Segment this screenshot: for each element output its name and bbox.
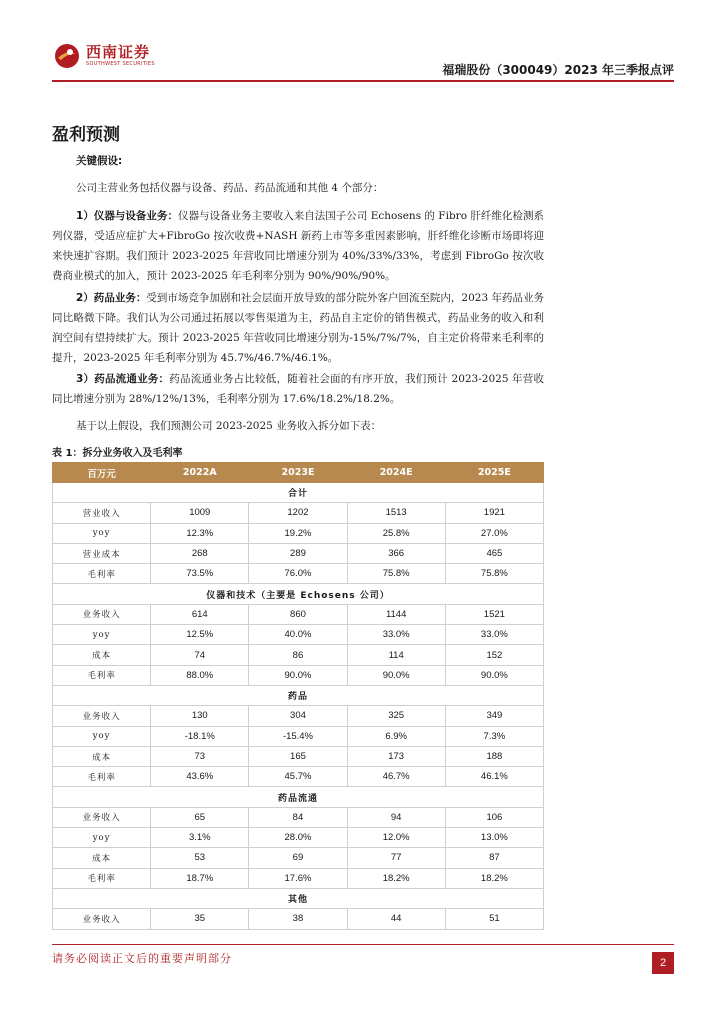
table-row: [53, 909, 544, 929]
value-cell: 106: [445, 807, 543, 827]
header-cell: 百万元: [53, 463, 151, 483]
table-row: [53, 706, 544, 726]
value-cell: 46.7%: [347, 767, 445, 787]
value-cell: 73.5%: [151, 564, 249, 584]
value-cell: 86: [249, 645, 347, 665]
value-cell: 43.6%: [151, 767, 249, 787]
value-cell: 130: [151, 706, 249, 726]
value-cell: 614: [151, 604, 249, 624]
value-cell: 1513: [347, 503, 445, 523]
section-title: 盈利预测: [52, 125, 120, 145]
value-cell: 325: [347, 706, 445, 726]
value-cell: 7.3%: [445, 726, 543, 746]
table-header-row: [53, 463, 544, 483]
segment-label-3: 3）药品流通业务：: [76, 373, 170, 385]
value-cell: 44: [347, 909, 445, 929]
table-row: [53, 625, 544, 645]
value-cell: 188: [445, 746, 543, 766]
table-row: [53, 726, 544, 746]
row-label-cell: 成本: [53, 746, 151, 766]
header-cell: 2022A: [151, 463, 249, 483]
segment-paragraph-3: [52, 369, 544, 409]
value-cell: 75.8%: [347, 564, 445, 584]
value-cell: 73: [151, 746, 249, 766]
table-group-row: [53, 685, 544, 705]
page-number: 2: [652, 952, 674, 974]
value-cell: 17.6%: [249, 868, 347, 888]
value-cell: 6.9%: [347, 726, 445, 746]
row-label-cell: yoy: [53, 523, 151, 543]
value-cell: -15.4%: [249, 726, 347, 746]
intro-paragraph: 公司主营业务包括仪器与设备、药品、药品流通和其他 4 个部分：: [76, 182, 384, 194]
segment-text-2: 受到市场竞争加剧和社会层面开放导致的部分院外客户回流至院内，2023 年药品业务同比略微下降。我们认为公司通过拓展以零售渠道为主，药品自主定价的销售模式，药品业务的收入和利润空间有望持续扩大。预计 2023-2025 年营收同比增速分别为-15%/7%/7%，自主定价将带来毛利率的提升，2023-2025 年毛利率分别为 45.7%/46.7%/46.1%。: [52, 292, 544, 364]
table-row: [53, 828, 544, 848]
value-cell: 3.1%: [151, 828, 249, 848]
value-cell: 18.7%: [151, 868, 249, 888]
row-label-cell: 业务收入: [53, 706, 151, 726]
segment-paragraph-2: [52, 288, 544, 368]
value-cell: 75.8%: [445, 564, 543, 584]
value-cell: 13.0%: [445, 828, 543, 848]
table-row: [53, 564, 544, 584]
value-cell: 304: [249, 706, 347, 726]
group-title-cell: 药品流通: [53, 787, 544, 807]
value-cell: 289: [249, 543, 347, 563]
row-label-cell: 营业成本: [53, 543, 151, 563]
value-cell: 76.0%: [249, 564, 347, 584]
table-group-row: [53, 584, 544, 604]
table-group-row: [53, 787, 544, 807]
footer-divider: [52, 944, 674, 945]
report-title: 福瑞股份（300049）2023 年三季报点评: [442, 63, 674, 77]
value-cell: 19.2%: [249, 523, 347, 543]
value-cell: 51: [445, 909, 543, 929]
value-cell: 1202: [249, 503, 347, 523]
value-cell: 40.0%: [249, 625, 347, 645]
value-cell: 74: [151, 645, 249, 665]
table-row: [53, 767, 544, 787]
value-cell: 173: [347, 746, 445, 766]
logo-mark-icon: [54, 43, 80, 69]
value-cell: 45.7%: [249, 767, 347, 787]
value-cell: 28.0%: [249, 828, 347, 848]
value-cell: 33.0%: [445, 625, 543, 645]
value-cell: 366: [347, 543, 445, 563]
value-cell: 18.2%: [347, 868, 445, 888]
table-row: [53, 645, 544, 665]
header-cell: 2024E: [347, 463, 445, 483]
segment-text-1: 仪器与设备业务主要收入来自法国子公司 Echosens 的 Fibro 肝纤维化检测系列仪器，受适应症扩大+FibroGo 按次收费+NASH 新药上市等多重因素影响，肝纤维化诊断市场即将迎来快速扩容期。我们预计 2023-2025 年营收同比增速分别为 40%/33%/33%，考虑到 FibroGo 按次收费商业模式的加入，预计 2023-2025 年毛利率分别为 90%/90%/90%。: [52, 210, 544, 282]
value-cell: 465: [445, 543, 543, 563]
table-row: [53, 665, 544, 685]
value-cell: 12.3%: [151, 523, 249, 543]
value-cell: 1921: [445, 503, 543, 523]
segment-paragraph-1: [52, 206, 544, 286]
value-cell: 268: [151, 543, 249, 563]
table-row: [53, 807, 544, 827]
table-caption: 表 1：拆分业务收入及毛利率: [52, 448, 183, 459]
value-cell: -18.1%: [151, 726, 249, 746]
row-label-cell: 营业收入: [53, 503, 151, 523]
value-cell: 87: [445, 848, 543, 868]
value-cell: 165: [249, 746, 347, 766]
segment-label-1: 1）仪器与设备业务：: [76, 210, 178, 222]
row-label-cell: 毛利率: [53, 767, 151, 787]
segment-text-3: 药品流通业务占比较低，随着社会面的有序开放，我们预计 2023-2025 年营收同比增速分别为 28%/12%/13%，毛利率分别为 17.6%/18.2%/18.2%。: [52, 373, 544, 405]
table-row: [53, 868, 544, 888]
row-label-cell: 成本: [53, 645, 151, 665]
logo-english-text: SOUTHWEST SECURITIES: [86, 61, 155, 67]
value-cell: 90.0%: [445, 665, 543, 685]
value-cell: 46.1%: [445, 767, 543, 787]
row-label-cell: 业务收入: [53, 909, 151, 929]
value-cell: 12.5%: [151, 625, 249, 645]
value-cell: 77: [347, 848, 445, 868]
value-cell: 1009: [151, 503, 249, 523]
header-cell: 2023E: [249, 463, 347, 483]
revenue-split-table: [52, 462, 544, 930]
row-label-cell: 成本: [53, 848, 151, 868]
segment-label-2: 2）药品业务：: [76, 292, 147, 304]
group-title-cell: 仪器和技术（主要是 Echosens 公司）: [53, 584, 544, 604]
value-cell: 69: [249, 848, 347, 868]
key-assumptions-label: 关键假设:: [76, 155, 123, 167]
row-label-cell: yoy: [53, 726, 151, 746]
table-row: [53, 746, 544, 766]
key-assumptions-heading: [52, 151, 544, 171]
row-label-cell: 业务收入: [53, 604, 151, 624]
header-divider: [52, 80, 674, 82]
row-label-cell: yoy: [53, 828, 151, 848]
value-cell: 349: [445, 706, 543, 726]
value-cell: 38: [249, 909, 347, 929]
closing-paragraph: 基于以上假设，我们预测公司 2023-2025 业务收入拆分如下表：: [76, 420, 382, 432]
group-title-cell: 其他: [53, 888, 544, 908]
value-cell: 860: [249, 604, 347, 624]
table-group-row: [53, 483, 544, 503]
value-cell: 65: [151, 807, 249, 827]
row-label-cell: 业务收入: [53, 807, 151, 827]
value-cell: 84: [249, 807, 347, 827]
value-cell: 33.0%: [347, 625, 445, 645]
row-label-cell: 毛利率: [53, 564, 151, 584]
header-cell: 2025E: [445, 463, 543, 483]
row-label-cell: yoy: [53, 625, 151, 645]
value-cell: 90.0%: [249, 665, 347, 685]
company-logo: [52, 40, 212, 74]
value-cell: 152: [445, 645, 543, 665]
value-cell: 114: [347, 645, 445, 665]
value-cell: 1521: [445, 604, 543, 624]
row-label-cell: 毛利率: [53, 868, 151, 888]
row-label-cell: 毛利率: [53, 665, 151, 685]
value-cell: 90.0%: [347, 665, 445, 685]
table-row: [53, 848, 544, 868]
value-cell: 94: [347, 807, 445, 827]
page-header: [52, 38, 674, 82]
table-row: [53, 604, 544, 624]
value-cell: 53: [151, 848, 249, 868]
logo-chinese-text: 西南证券: [86, 43, 151, 61]
value-cell: 18.2%: [445, 868, 543, 888]
table-body: [53, 483, 544, 930]
value-cell: 27.0%: [445, 523, 543, 543]
value-cell: 88.0%: [151, 665, 249, 685]
value-cell: 35: [151, 909, 249, 929]
value-cell: 12.0%: [347, 828, 445, 848]
value-cell: 25.8%: [347, 523, 445, 543]
table-row: [53, 543, 544, 563]
table-row: [53, 503, 544, 523]
footer-notice: 请务必阅读正文后的重要声明部分: [52, 952, 232, 965]
value-cell: 1144: [347, 604, 445, 624]
group-title-cell: 合计: [53, 483, 544, 503]
group-title-cell: 药品: [53, 685, 544, 705]
table-row: [53, 523, 544, 543]
table-group-row: [53, 888, 544, 908]
